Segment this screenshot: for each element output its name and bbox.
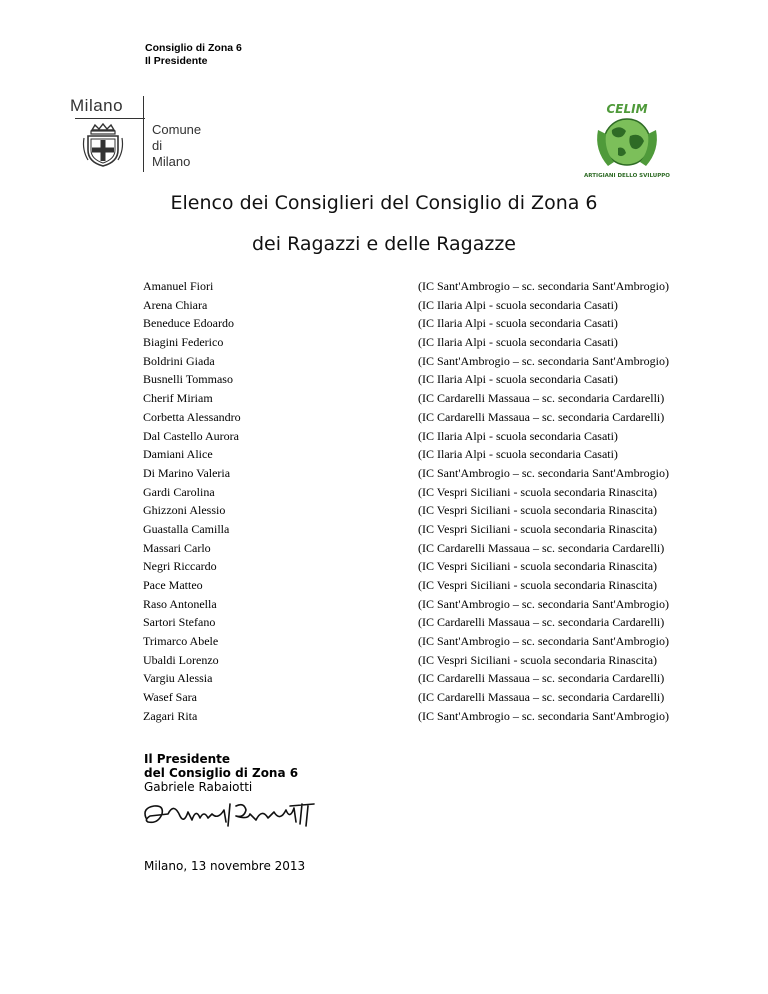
councillor-name: Guastalla Camilla xyxy=(143,521,230,536)
councillor-name: Raso Antonella xyxy=(143,596,217,611)
list-item xyxy=(143,483,723,502)
councillor-school: (IC Ilaria Alpi - scuola secondaria Casati) xyxy=(418,428,618,443)
handwritten-signature xyxy=(140,796,340,832)
list-item xyxy=(143,314,723,333)
councillor-school: (IC Cardarelli Massaua – sc. secondaria Cardarelli) xyxy=(418,540,665,555)
logo-divider-vertical xyxy=(143,96,144,172)
councillor-school: (IC Cardarelli Massaua – sc. secondaria Cardarelli) xyxy=(418,671,665,686)
councillors-list xyxy=(143,277,723,726)
councillor-name: Busnelli Tommaso xyxy=(143,372,233,387)
president-title: Il Presidente xyxy=(144,752,231,766)
list-item xyxy=(143,370,723,389)
header-council: Consiglio di Zona 6 xyxy=(145,42,242,54)
list-item xyxy=(143,389,723,408)
councillor-school: (IC Ilaria Alpi - scuola secondaria Casati) xyxy=(418,372,618,387)
list-item xyxy=(143,333,723,352)
list-item xyxy=(143,651,723,670)
councillor-name: Di Marino Valeria xyxy=(143,465,231,480)
councillor-name: Negri Riccardo xyxy=(143,559,217,574)
president-signature-block xyxy=(144,752,298,794)
comune-di-milano-logo xyxy=(70,96,202,176)
councillor-name: Massari Carlo xyxy=(143,540,211,555)
councillor-name: Cherif Miriam xyxy=(143,391,213,406)
milano-wordmark: Milano xyxy=(70,96,124,115)
councillor-name: Damiani Alice xyxy=(143,447,213,462)
councillor-school: (IC Vespri Siciliani - scuola secondaria Rinascita) xyxy=(418,652,658,667)
councillor-school: (IC Sant'Ambrogio – sc. secondaria Sant'Ambrogio) xyxy=(418,596,669,611)
councillor-name: Zagari Rita xyxy=(143,708,198,723)
document-date: Milano, 13 novembre 2013 xyxy=(144,859,306,873)
councillor-school: (IC Vespri Siciliani - scuola secondaria Rinascita) xyxy=(418,521,658,536)
list-item xyxy=(143,539,723,558)
councillor-school: (IC Cardarelli Massaua – sc. secondaria Cardarelli) xyxy=(418,615,665,630)
councillor-school: (IC Sant'Ambrogio – sc. secondaria Sant'Ambrogio) xyxy=(418,279,669,293)
councillor-school: (IC Ilaria Alpi - scuola secondaria Casati) xyxy=(418,335,618,350)
councillor-school: (IC Sant'Ambrogio – sc. secondaria Sant'Ambrogio) xyxy=(418,465,669,480)
councillor-school: (IC Sant'Ambrogio – sc. secondaria Sant'Ambrogio) xyxy=(418,708,669,723)
celim-logo xyxy=(582,100,672,180)
list-item xyxy=(143,408,723,427)
councillor-school: (IC Ilaria Alpi - scuola secondaria Casati) xyxy=(418,316,618,331)
document-subtitle: dei Ragazzi e delle Ragazze xyxy=(252,233,516,255)
councillor-name: Amanuel Fiori xyxy=(143,279,214,293)
councillor-school: (IC Cardarelli Massaua – sc. secondaria Cardarelli) xyxy=(418,690,665,705)
councillor-name: Trimarco Abele xyxy=(143,634,219,649)
councillor-name: Gardi Carolina xyxy=(143,484,215,499)
milano-crest-icon xyxy=(80,122,126,168)
councillor-name: Corbetta Alessandro xyxy=(143,409,241,424)
document-header xyxy=(145,42,242,68)
list-item xyxy=(143,595,723,614)
councillor-school: (IC Vespri Siciliani - scuola secondaria Rinascita) xyxy=(418,559,658,574)
logo-divider-horizontal xyxy=(75,118,145,119)
councillor-name: Ghizzoni Alessio xyxy=(143,503,226,518)
celim-tagline: ARTIGIANI DELLO SVILUPPO xyxy=(584,173,670,179)
councillor-name: Biagini Federico xyxy=(143,335,224,350)
celim-wordmark: CELIM xyxy=(606,102,648,116)
president-council: del Consiglio di Zona 6 xyxy=(144,766,299,780)
list-item xyxy=(143,669,723,688)
list-item xyxy=(143,352,723,371)
list-item xyxy=(143,501,723,520)
councillor-school: (IC Cardarelli Massaua – sc. secondaria Cardarelli) xyxy=(418,409,665,424)
list-item xyxy=(143,520,723,539)
councillor-school: (IC Sant'Ambrogio – sc. secondaria Sant'Ambrogio) xyxy=(418,353,669,368)
councillor-name: Sartori Stefano xyxy=(143,615,216,630)
councillor-name: Boldrini Giada xyxy=(143,353,215,368)
comune-di-milano-text: Comune di Milano xyxy=(152,122,202,169)
document-title: Elenco dei Consiglieri del Consiglio di Zona 6 xyxy=(170,192,598,214)
councillor-school: (IC Ilaria Alpi - scuola secondaria Casati) xyxy=(418,447,618,462)
councillor-name: Ubaldi Lorenzo xyxy=(143,652,219,667)
list-item xyxy=(143,557,723,576)
president-name: Gabriele Rabaiotti xyxy=(144,780,253,794)
councillor-name: Wasef Sara xyxy=(143,690,198,705)
councillor-name: Pace Matteo xyxy=(143,578,203,592)
councillor-school: (IC Vespri Siciliani - scuola secondaria Rinascita) xyxy=(418,484,658,499)
list-item xyxy=(143,296,723,315)
councillor-school: (IC Sant'Ambrogio – sc. secondaria Sant'Ambrogio) xyxy=(418,634,669,649)
councillor-school: (IC Ilaria Alpi - scuola secondaria Casati) xyxy=(418,297,618,312)
councillor-name: Beneduce Edoardo xyxy=(143,316,234,331)
list-item xyxy=(143,576,723,595)
councillor-name: Arena Chiara xyxy=(143,297,208,312)
list-item xyxy=(143,445,723,464)
list-item xyxy=(143,632,723,651)
councillor-name: Dal Castello Aurora xyxy=(143,428,239,443)
councillor-school: (IC Vespri Siciliani - scuola secondaria Rinascita) xyxy=(418,503,658,518)
councillor-name: Vargiu Alessia xyxy=(143,671,213,686)
councillor-school: (IC Vespri Siciliani - scuola secondaria Rinascita) xyxy=(418,578,658,592)
list-item xyxy=(143,613,723,632)
list-item xyxy=(143,277,723,296)
list-item xyxy=(143,707,723,726)
list-item xyxy=(143,464,723,483)
list-item xyxy=(143,688,723,707)
list-item xyxy=(143,427,723,446)
councillor-school: (IC Cardarelli Massaua – sc. secondaria Cardarelli) xyxy=(418,391,665,406)
header-president: Il Presidente xyxy=(145,55,208,67)
